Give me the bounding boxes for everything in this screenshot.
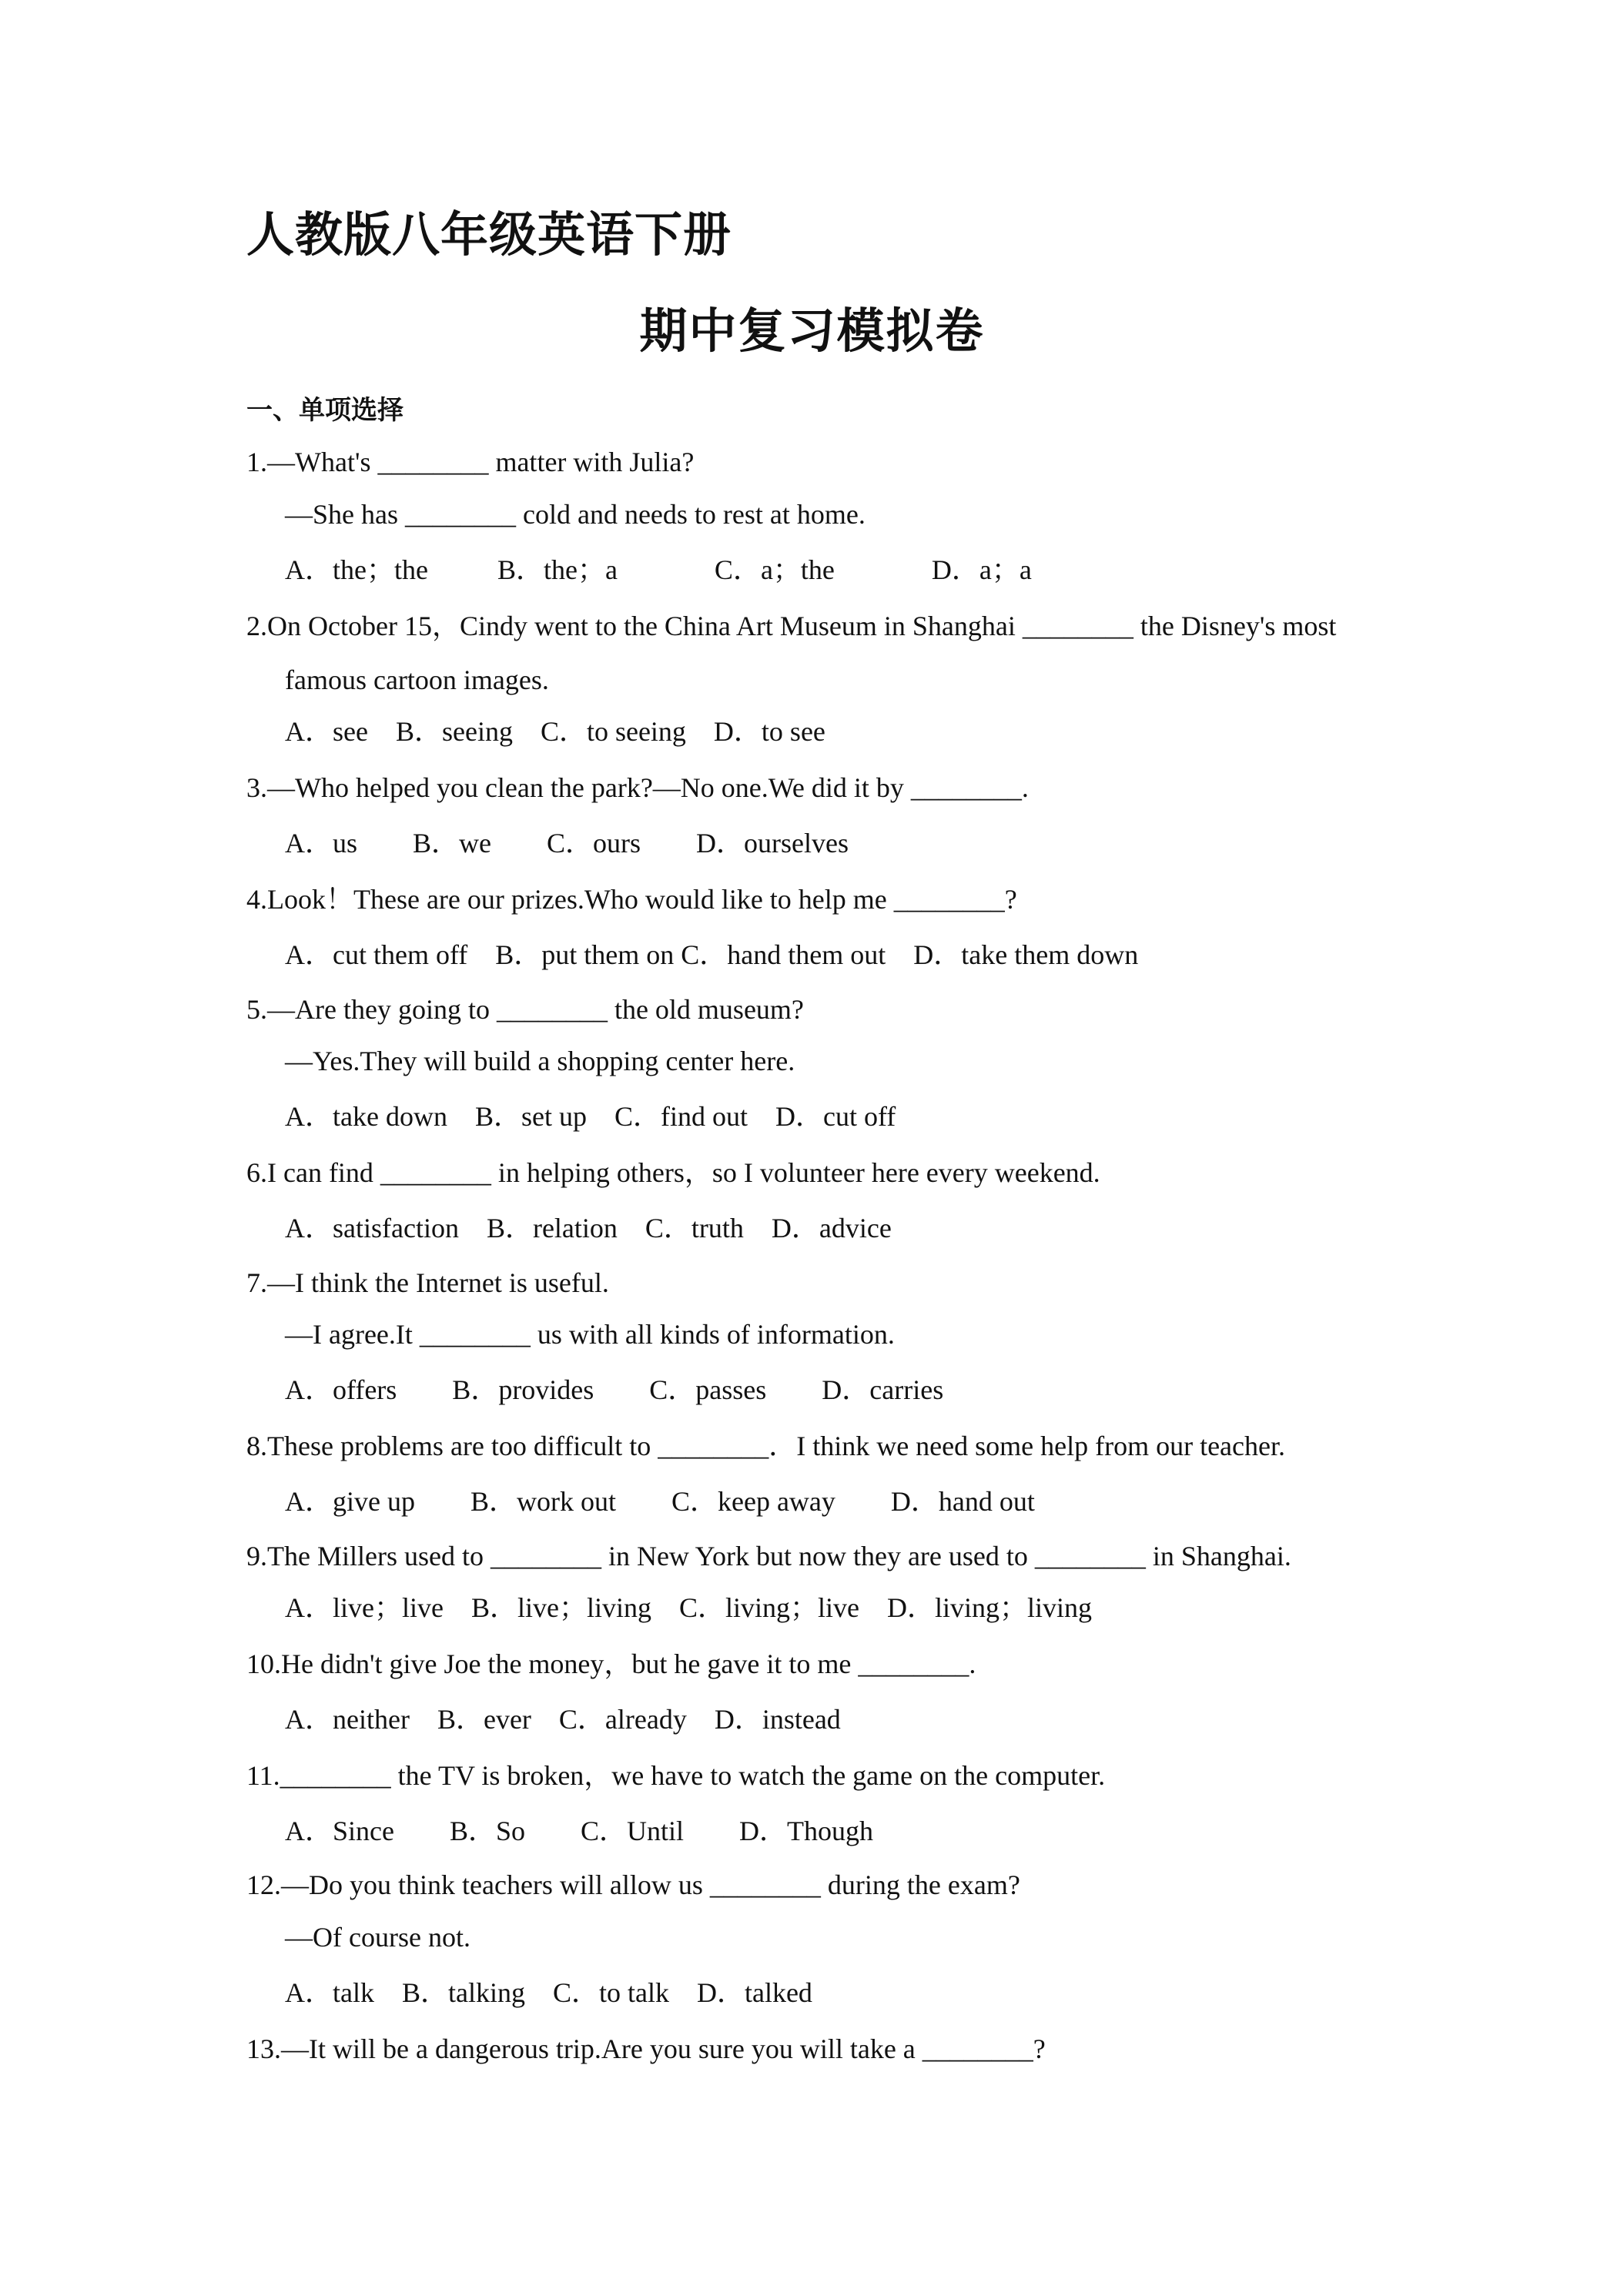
question-9-options: A．live；live B．live；living C．living；live D．living；living (285, 1592, 1092, 1623)
question-12-stem: 12.—Do you think teachers will allow us ________ during the exam? (246, 1869, 1020, 1900)
question-2-stem-cont: famous cartoon images. (285, 664, 549, 695)
question-2-stem: 2.On October 15，Cindy went to the China Art Museum in Shanghai ________ the Disney's most (246, 611, 1337, 641)
document-title: 人教版八年级英语下册 (246, 206, 732, 263)
question-9-stem: 9.The Millers used to ________ in New York but now they are used to ________ in Shanghai. (246, 1541, 1291, 1571)
question-12-response: —Of course not. (285, 1922, 470, 1953)
question-10-options: A．neither B．ever C．already D．instead (285, 1704, 841, 1735)
question-4-stem: 4.Look！These are our prizes.Who would like to help me ________? (246, 884, 1017, 915)
question-1-stem: 1.—What's ________ matter with Julia? (246, 447, 695, 477)
document-subtitle: 期中复习模拟卷 (639, 303, 985, 359)
question-11-stem: 11.________ the TV is broken，we have to watch the game on the computer. (246, 1760, 1106, 1791)
question-3-options: A．us B．we C．ours D．ourselves (285, 828, 849, 858)
question-10-stem: 10.He didn't give Joe the money，but he gave it to me ________. (246, 1648, 976, 1679)
question-8-stem: 8.These problems are too difficult to ________．I think we need some help from our teacher. (246, 1431, 1285, 1461)
section-heading: 一、单项选择 (246, 395, 403, 426)
question-11-options: A．Since B．So C．Until D．Though (285, 1816, 874, 1846)
question-12-options: A．talk B．talking C．to talk D．talked (285, 1977, 812, 2008)
question-7-options: A．offers B．provides C．passes D．carries (285, 1374, 944, 1405)
question-1-response: —She has ________ cold and needs to rest at home. (285, 499, 866, 530)
question-8-options: A．give up B．work out C．keep away D．hand out (285, 1486, 1035, 1517)
question-13-stem: 13.—It will be a dangerous trip.Are you sure you will take a ________? (246, 2033, 1046, 2064)
question-5-response: —Yes.They will build a shopping center here. (285, 1046, 795, 1076)
question-7-stem: 7.—I think the Internet is useful. (246, 1267, 609, 1298)
question-7-response: —I agree.It ________ us with all kinds of information. (285, 1319, 895, 1350)
question-3-stem: 3.—Who helped you clean the park?—No one.We did it by ________. (246, 772, 1029, 803)
question-4-options: A．cut them off B．put them on C．hand them out D．take them down (285, 939, 1139, 970)
question-5-options: A．take down B．set up C．find out D．cut off (285, 1101, 896, 1132)
question-6-stem: 6.I can find ________ in helping others，so I volunteer here every weekend. (246, 1157, 1100, 1188)
question-1-options: A．the；the B．the；a C．a；the D．a；a (285, 554, 1032, 585)
question-2-options: A．see B．seeing C．to seeing D．to see (285, 716, 825, 747)
question-6-options: A．satisfaction B．relation C．truth D．advice (285, 1213, 892, 1243)
question-5-stem: 5.—Are they going to ________ the old museum? (246, 994, 804, 1025)
